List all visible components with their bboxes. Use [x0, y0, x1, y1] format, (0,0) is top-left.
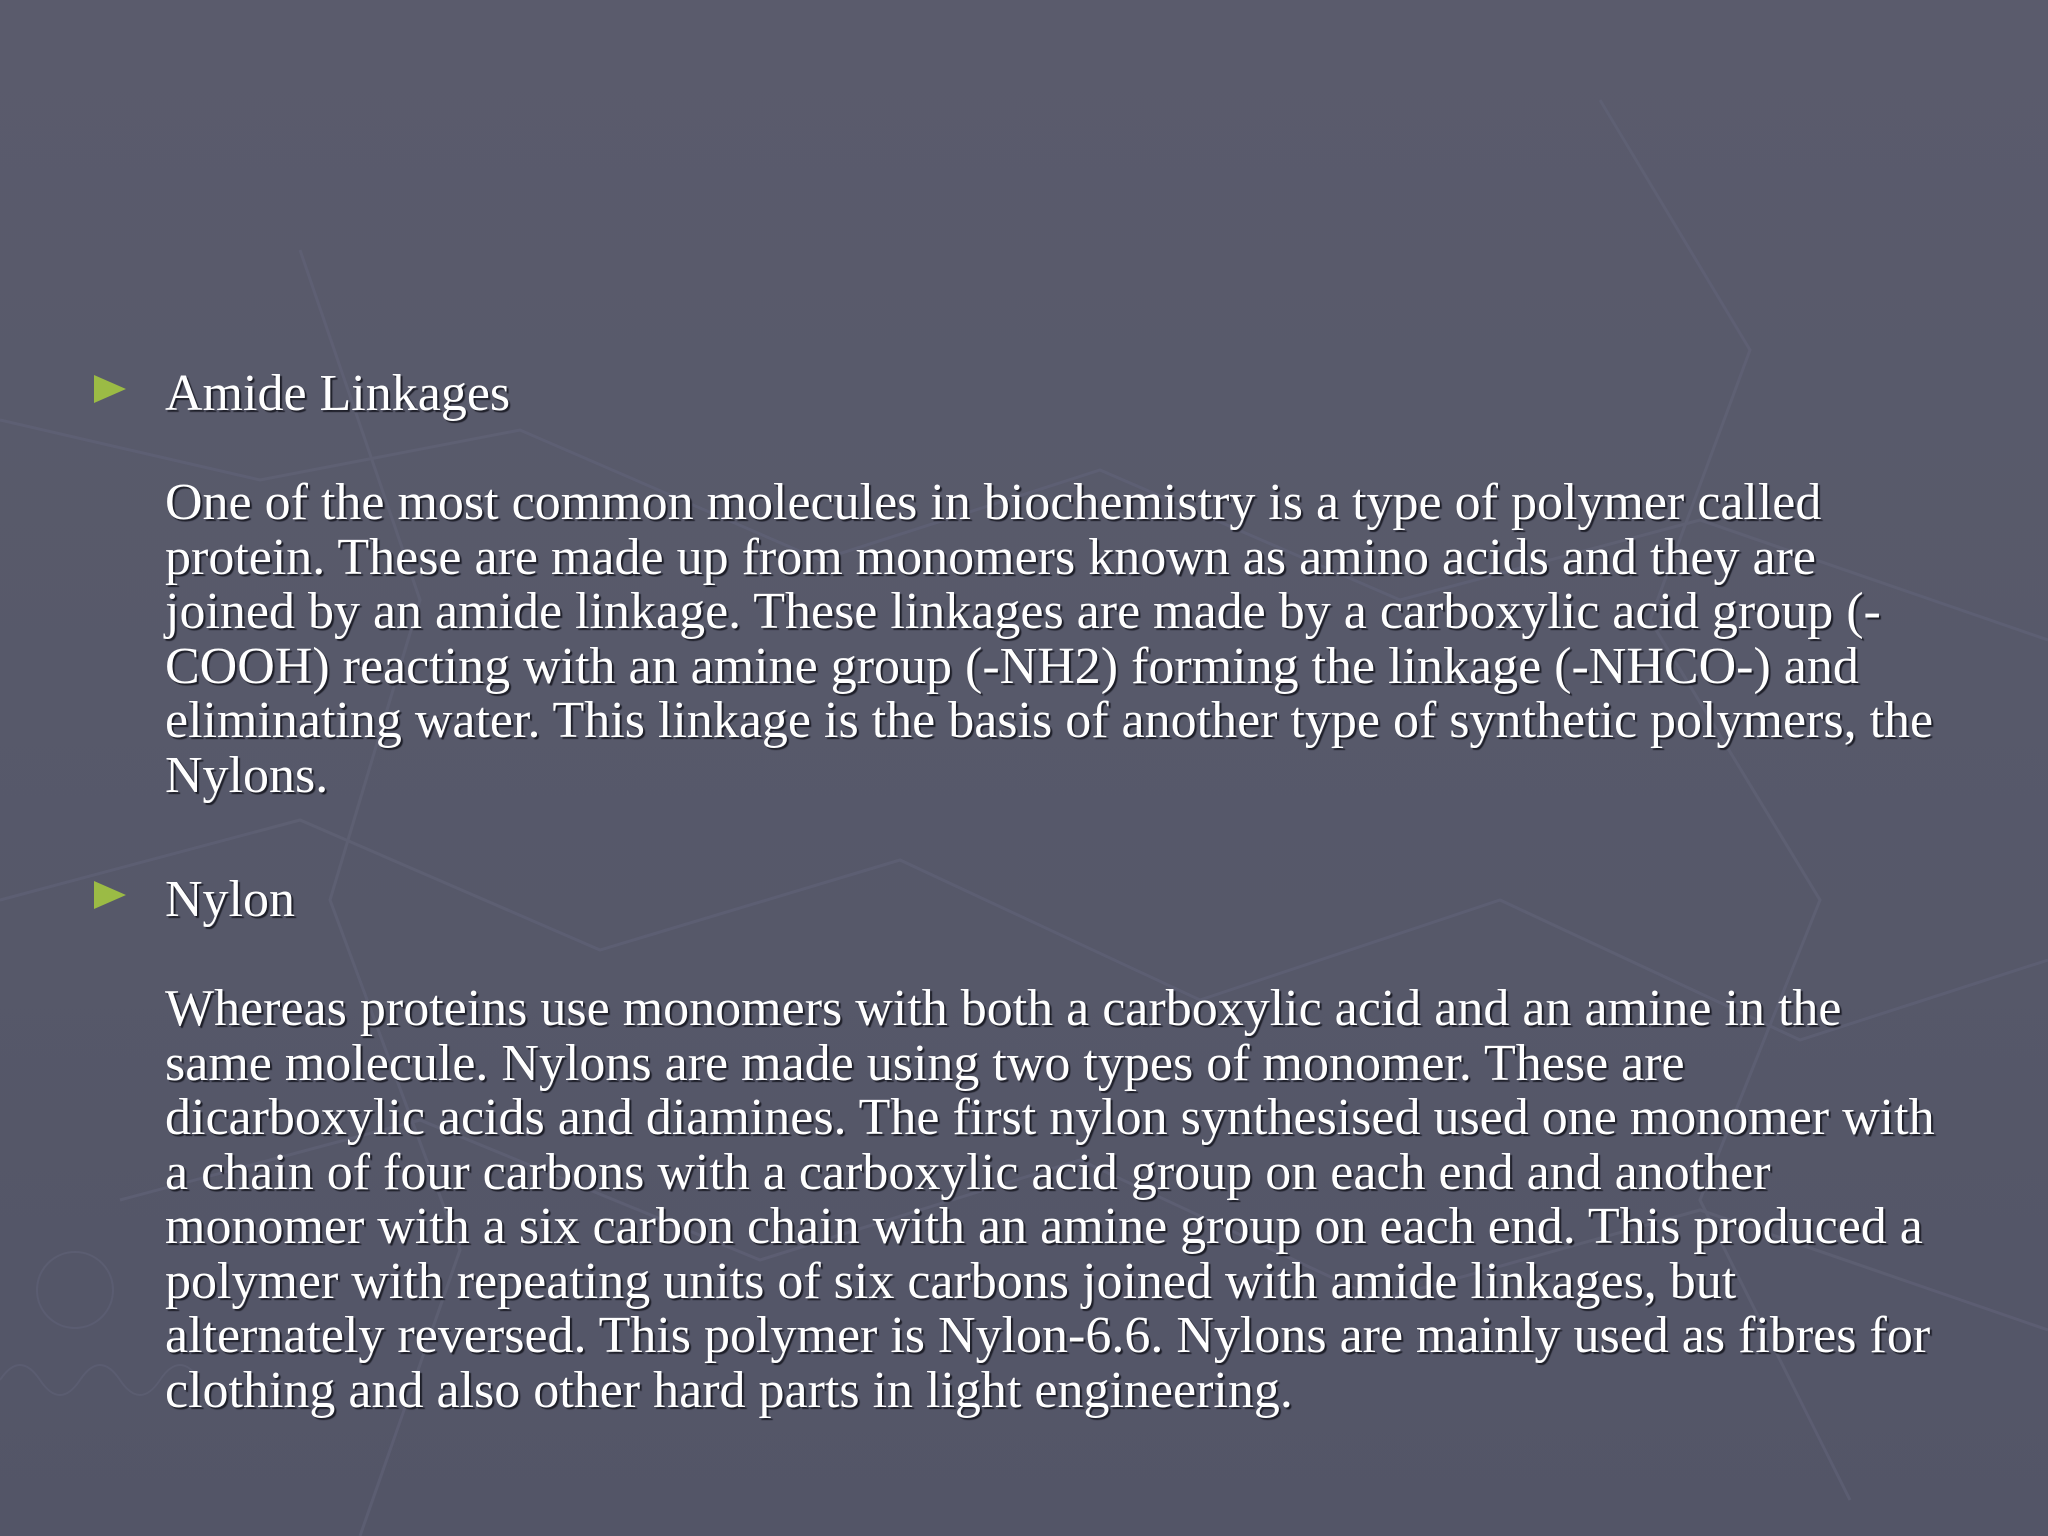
bullet-body: One of the most common molecules in biochemistry is a type of polymer called protein. These are made up from monomers known as amino acids and they are joined by an amide linkage. These linkages are made by a carboxylic acid group (-COOH) reacting with an amine group (-NH2) forming the linkage (-NHCO-) and eliminating water. This linkage is the basis of another type of synthetic polymers, the Nylons. [165, 474, 1934, 804]
bullet-title: Nylon [165, 871, 295, 928]
bullet-body: Whereas proteins use monomers with both a carboxylic acid and an amine in the same molecule. Nylons are made using two types of monomer. These are dicarboxylic acids and diamines. The first nylon synthesised used one monomer with a chain of four carbons with a carboxylic acid group on each end and another monomer with a six carbon chain with an amine group on each end. This produced a polymer with repeating units of six carbons joined with amide linkages, but alternately reversed. This polymer is Nylon-6.6. Nylons are mainly used as fibres for clothing and also other hard parts in light engineering. [165, 980, 1935, 1419]
triangle-bullet-icon [94, 881, 126, 909]
triangle-bullet-icon [94, 375, 126, 403]
bullet-title: Amide Linkages [165, 365, 511, 422]
